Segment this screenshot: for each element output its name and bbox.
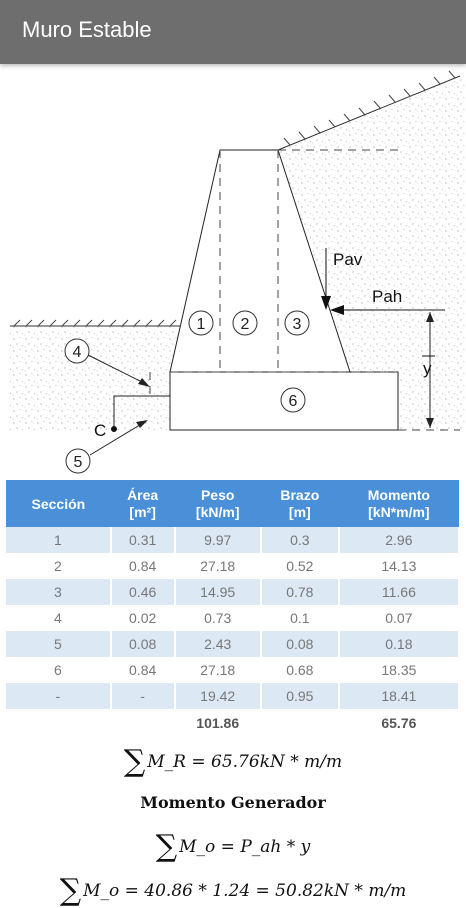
table-row: 6 0.84 27.18 0.68 18.35 <box>6 657 459 683</box>
header-seccion: Sección <box>6 480 111 527</box>
table-row: 3 0.46 14.95 0.78 11.66 <box>6 579 459 605</box>
table-totals-row <box>6 709 459 737</box>
section-label-4: 4 <box>72 344 82 361</box>
pah-label: Pah <box>372 287 403 306</box>
table-row: 1 0.31 9.97 0.3 2.96 <box>6 527 459 553</box>
section-label-1: 1 <box>196 316 206 333</box>
section-label-5: 5 <box>73 454 83 471</box>
results-table <box>6 480 460 737</box>
section-label-6: 6 <box>288 393 298 410</box>
header-area: Área [m²] <box>111 480 175 527</box>
equation-mo-value: ∑ M_o = 40.86 * 1.24 = 50.82kN * m/m <box>59 873 407 908</box>
total-peso: 101.86 <box>175 709 261 737</box>
section-label-2: 2 <box>240 316 250 333</box>
table-row: 4 0.02 0.73 0.1 0.07 <box>6 605 459 631</box>
point-c <box>111 426 117 432</box>
pav-label: Pav <box>333 250 363 269</box>
ybar-label: y <box>423 359 432 378</box>
header-peso: Peso [kN/m] <box>175 480 261 527</box>
app-title: Muro Estable <box>22 17 152 42</box>
c-label: C <box>94 421 107 440</box>
table-row: 5 0.08 2.43 0.08 0.18 <box>6 631 459 657</box>
header-brazo: Brazo [m] <box>261 480 339 527</box>
section-label-3: 3 <box>292 316 302 333</box>
header-momento: Momento [kN*m/m] <box>339 480 459 527</box>
equation-mr: ∑ M_R = 65.76kN * m/m <box>123 744 343 779</box>
app-bar <box>0 0 466 64</box>
table-header-row <box>6 480 459 527</box>
retaining-wall-diagram <box>0 64 466 480</box>
total-momento: 65.76 <box>339 709 459 737</box>
table-row: 2 0.84 27.18 0.52 14.13 <box>6 553 459 579</box>
table-row: - - 19.42 0.95 18.41 <box>6 683 459 709</box>
momento-generador-heading: Momento Generador <box>140 793 326 812</box>
front-soil <box>10 326 180 430</box>
equation-mo: ∑ M_o = P_ah * y <box>155 829 311 864</box>
